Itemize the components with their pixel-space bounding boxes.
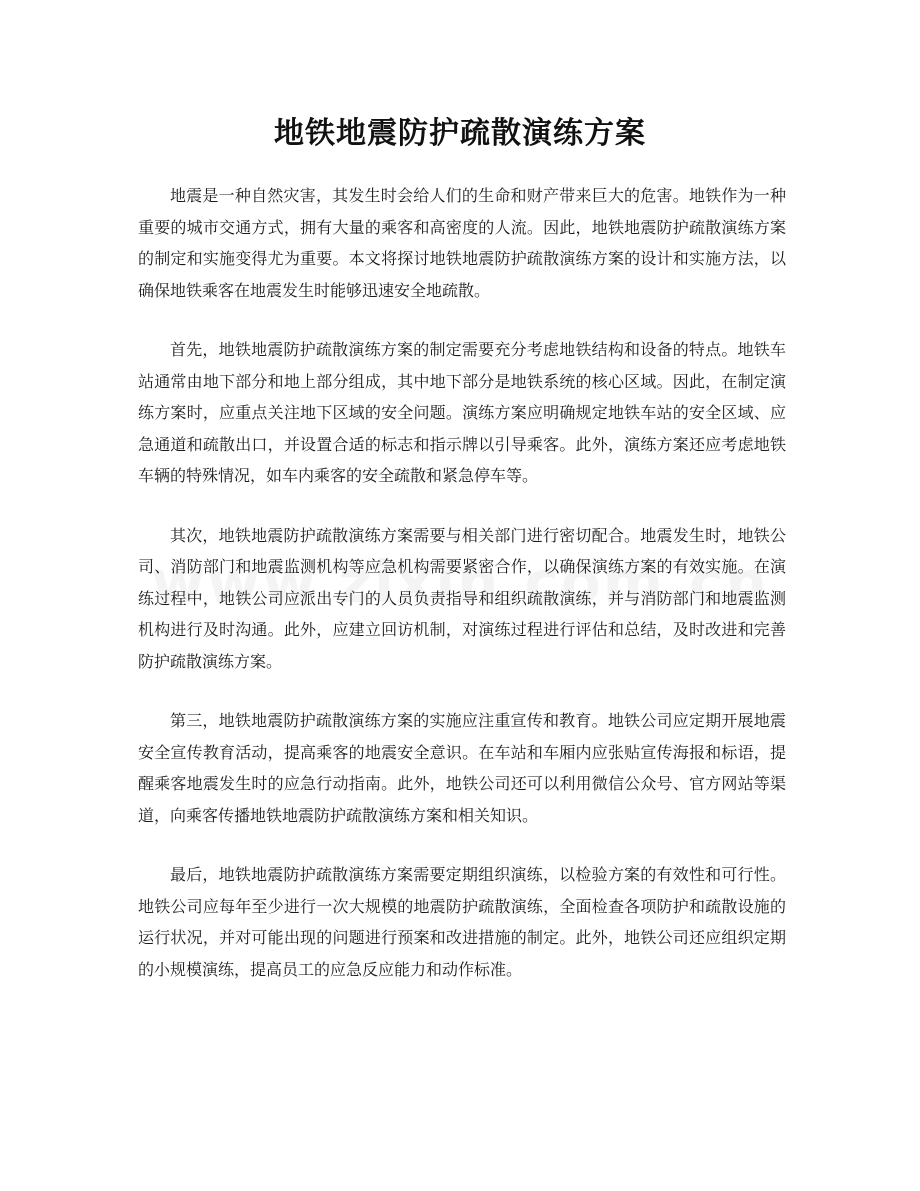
document-body	[138, 180, 786, 1013]
paragraph-3: 其次，地铁地震防护疏散演练方案需要与相关部门进行密切配合。地震发生时，地铁公司、消防部门和地震监测机构等应急机构需要紧密合作，以确保演练方案的有效实施。在演练过程中，地铁公司应派出专门的人员负责指导和组织疏散演练，并与消防部门和地震监测机构进行及时沟通。此外，应建立回访机制，对演练过程进行评估和总结，及时改进和完善防护疏散演练方案。	[138, 525, 786, 671]
paragraph-2: 首先，地铁地震防护疏散演练方案的制定需要充分考虑地铁结构和设备的特点。地铁车站通常由地下部分和地上部分组成，其中地下部分是地铁系统的核心区域。因此，在制定演练方案时，应重点关注地下区域的安全问题。演练方案应明确规定地铁车站的安全区域、应急通道和疏散出口，并设置合适的标志和指示牌以引导乘客。此外，演练方案还应考虑地铁车辆的特殊情况，如车内乘客的安全疏散和紧急停车等。	[138, 340, 786, 485]
document-title: 地铁地震防护疏散演练方案	[274, 116, 646, 151]
paragraph-5: 最后，地铁地震防护疏散演练方案需要定期组织演练，以检验方案的有效性和可行性。地铁公司应每年至少进行一次大规模的地震防护疏散演练，全面检查各项防护和疏散设施的运行状况，并对可能出现的问题进行预案和改进措施的制定。此外，地铁公司还应组织定期的小规模演练，提高员工的应急反应能力和动作标准。	[138, 865, 786, 979]
paragraph-4: 第三，地铁地震防护疏散演练方案的实施应注重宣传和教育。地铁公司应定期开展地震安全宣传教育活动，提高乘客的地震安全意识。在车站和车厢内应张贴宣传海报和标语，提醒乘客地震发生时的应急行动指南。此外，地铁公司还可以利用微信公众号、官方网站等渠道，向乘客传播地铁地震防护疏散演练方案和相关知识。	[138, 711, 786, 825]
paragraph-1: 地震是一种自然灾害，其发生时会给人们的生命和财产带来巨大的危害。地铁作为一种重要的城市交通方式，拥有大量的乘客和高密度的人流。因此，地铁地震防护疏散演练方案的制定和实施变得尤为重要。本文将探讨地铁地震防护疏散演练方案的设计和实施方法，以确保地铁乘客在地震发生时能够迅速安全地疏散。	[138, 186, 786, 300]
